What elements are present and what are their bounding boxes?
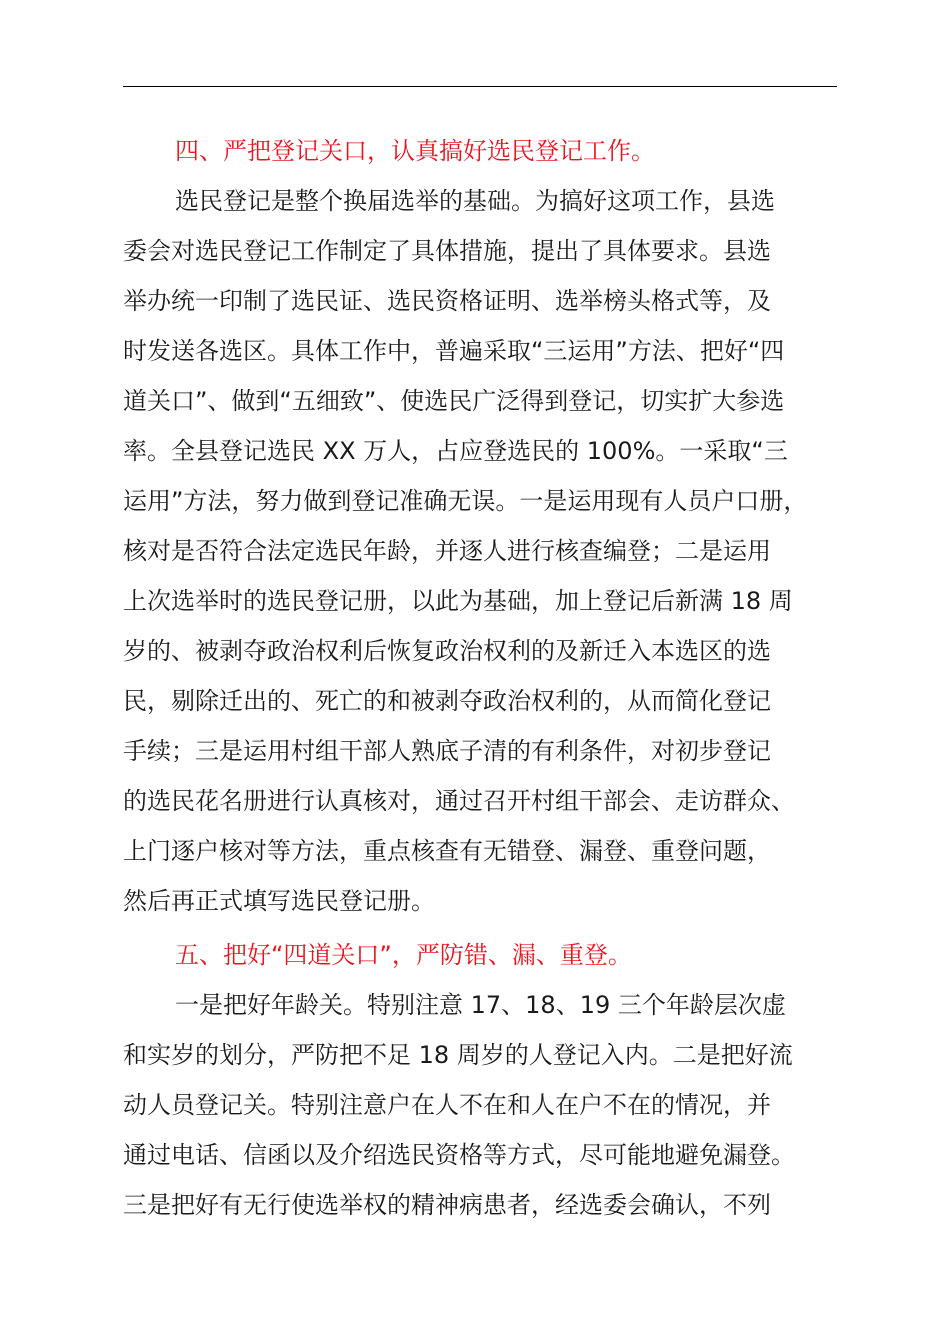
text-line: 举办统一印制了选民证、选民资格证明、选举榜头格式等，及 bbox=[123, 287, 771, 315]
text-line: 民，剔除迁出的、死亡的和被剥夺政治权利的，从而简化登记 bbox=[123, 687, 771, 715]
text-line: 通过电话、信函以及介绍选民资格等方式，尽可能地避免漏登。 bbox=[123, 1141, 795, 1169]
text-line: 选民登记是整个换届选举的基础。为搞好这项工作，县选 bbox=[175, 187, 775, 215]
section-heading-4: 四、严把登记关口，认真搞好选民登记工作。 bbox=[175, 137, 655, 165]
text-line: 的选民花名册进行认真核对，通过召开村组干部会、走访群众、 bbox=[123, 787, 795, 815]
text-line: 三是把好有无行使选举权的精神病患者，经选委会确认，不列 bbox=[123, 1191, 771, 1219]
section-4-paragraph bbox=[123, 176, 837, 926]
text-line: 道关口”、做到“五细致”、使选民广泛得到登记，切实扩大参选 bbox=[123, 387, 785, 415]
text-line: 委会对选民登记工作制定了具体措施，提出了具体要求。县选 bbox=[123, 237, 771, 265]
text-line: 手续；三是运用村组干部人熟底子清的有利条件，对初步登记 bbox=[123, 737, 771, 765]
text-line: 时发送各选区。具体工作中，普遍采取“三运用”方法、把好“四 bbox=[123, 337, 785, 365]
text-line: 核对是否符合法定选民年龄，并逐人进行核查编登；二是运用 bbox=[123, 537, 771, 565]
text-line: 上门逐户核对等方法，重点核查有无错登、漏登、重登问题， bbox=[123, 837, 771, 865]
text-line: 然后再正式填写选民登记册。 bbox=[123, 887, 435, 915]
text-line: 和实岁的划分，严防把不足 18 周岁的人登记入内。二是把好流 bbox=[123, 1041, 793, 1069]
header-rule bbox=[123, 86, 837, 87]
section-5-paragraph bbox=[123, 980, 837, 1230]
section-heading-5: 五、把好“四道关口”，严防错、漏、重登。 bbox=[175, 941, 632, 969]
text-line: 上次选举时的选民登记册，以此为基础，加上登记后新满 18 周 bbox=[123, 587, 793, 615]
text-line: 岁的、被剥夺政治权利后恢复政治权利的及新迁入本选区的选 bbox=[123, 637, 771, 665]
text-line: 运用”方法，努力做到登记准确无误。一是运用现有人员户口册， bbox=[123, 487, 808, 515]
text-line: 动人员登记关。特别注意户在人不在和人在户不在的情况，并 bbox=[123, 1091, 771, 1119]
document-body bbox=[123, 126, 837, 1230]
text-line: 率。全县登记选民 XX 万人，占应登选民的 100%。一采取“三 bbox=[123, 437, 788, 465]
text-line: 一是把好年龄关。特别注意 17、18、19 三个年龄层次虚 bbox=[175, 991, 786, 1019]
